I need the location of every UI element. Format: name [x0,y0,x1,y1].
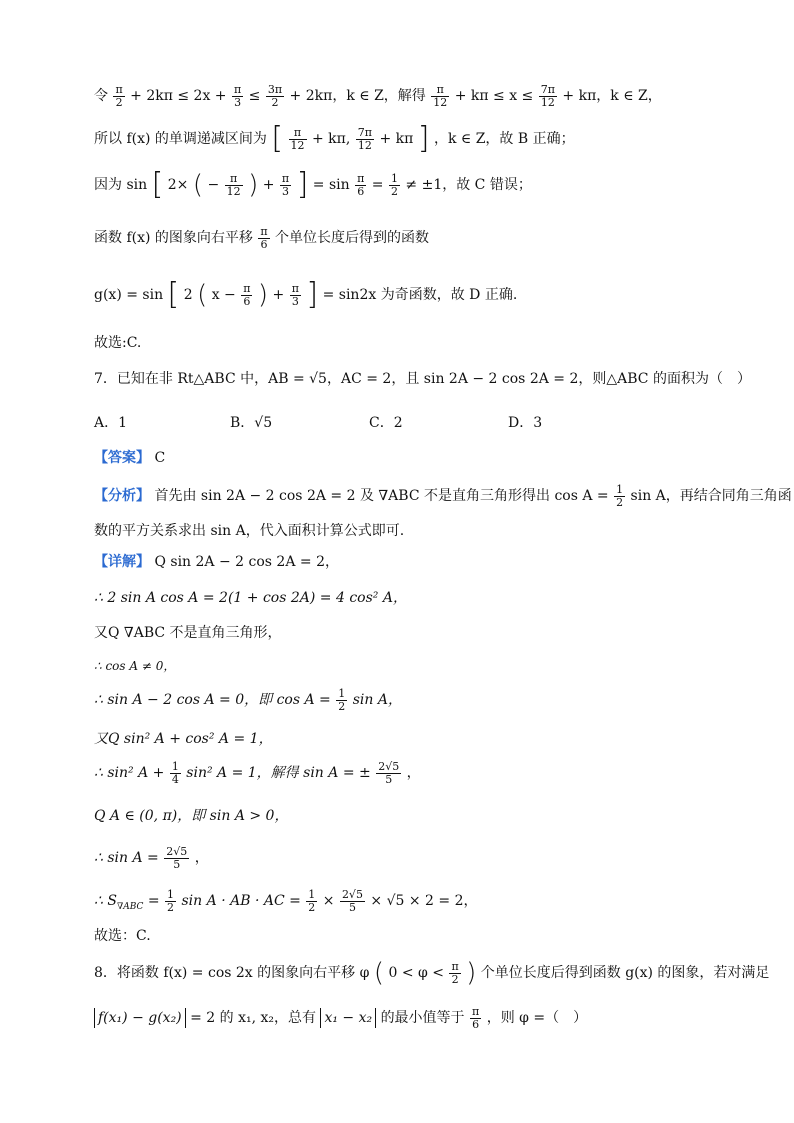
text: ，k ∈ Z，故 B 正确； [433,131,575,147]
detail-line-9: ∴ sin A = $\frac{2√5}{5}$ ， [94,845,209,871]
solution-line-4 [94,226,429,250]
fraction: $\frac{\pi}{3}$ [291,281,299,308]
paren: ( [192,170,204,200]
text: g(x) = sin [94,287,164,303]
paren: ) [466,958,477,988]
text: + kπ, [311,131,351,147]
bracket: [ [271,121,284,156]
text: 因为 sin [94,177,148,193]
detail-line-11: 故选：C. [94,928,151,944]
text: − [207,177,220,193]
solution-line-2 [94,121,575,156]
option-a: A．1 [94,415,128,431]
fraction: $\frac{\pi}{2}$ [115,83,123,109]
text: 首先由 sin 2A − 2 cos 2A = 2 及 ∇ABC 不是直角三角形得出 cos A = [154,488,609,505]
answer-tag: 【答案】 [94,450,150,466]
abs-value: f(x₁) − g(x₂) [94,1008,186,1028]
bracket: [ [167,277,180,312]
text: + 2kπ，k ∈ Z，解得 [289,88,426,105]
text: 故选:C. [94,335,142,351]
text: = sin2x 为奇函数，故 D 正确. [322,287,518,303]
detail-line-3: 又Q ∇ABC 不是直角三角形， [94,625,282,641]
analysis-line-1 [94,484,792,508]
text: 2× [167,177,189,193]
text: 数的平方关系求出 sin A，代入面积计算公式即可. [94,523,405,539]
solution-line-1 [94,84,662,108]
text: Q sin 2A − 2 cos 2A = 2， [154,554,339,570]
conclusion-line [94,335,141,352]
fraction: $\frac{\pi}{12}$ [226,171,241,198]
text: 令 [94,88,108,105]
question-8-line-1: 8．将函数 f(x) = cos 2x 的图象向右平移 φ ( 0 < φ < $\frac{\pi}{2}$ ) 个单位长度后得到函数 g(x) 的图象，若对满足 [94,958,770,988]
text: = [371,177,384,193]
answer-value: C [154,450,166,466]
text: + [262,177,275,193]
fraction: $\frac{1}{2}$ [167,888,175,914]
fraction: $\frac{1}{2}$ [390,171,398,198]
question-8-line-2: f(x₁) − g(x₂) = 2 的 x₁, x₂，总有 x₁ − x₂ 的最小值等于 $\frac{\pi}{6}$ ，则 φ =（ ） [94,1006,587,1030]
fraction: $\frac{\pi}{12}$ [433,83,448,109]
text: + 2kπ ≤ 2x + [130,88,227,105]
text: sin A，再结合同角三角函 [630,488,792,505]
analysis-tag: 【分析】 [94,488,150,505]
detail-line-1 [94,554,339,571]
fraction: $\frac{1}{4}$ [171,760,179,786]
text: ≠ ±1，故 C 错误； [405,177,532,193]
fraction: $\frac{\pi}{6}$ [243,281,251,308]
fraction: $\frac{7\pi}{12}$ [540,83,555,109]
fraction: $\frac{3\pi}{2}$ [267,83,283,109]
option-d: D．3 [508,415,543,431]
option-b: B．√5 [230,415,273,431]
question-7 [94,371,751,388]
text: 个单位长度后得到的函数 [275,230,430,247]
fraction: $\frac{7\pi}{12}$ [357,125,372,152]
fraction: $\frac{1}{2}$ [308,888,316,914]
paren: ( [373,958,385,988]
fraction: $\frac{\pi}{12}$ [290,125,305,152]
paren: ) [257,280,269,310]
bracket: [ [151,167,164,202]
text: 所以 f(x) 的单调递减区间为 [94,131,267,147]
answer-line [94,450,165,467]
fraction: $\frac{\pi}{2}$ [451,959,459,986]
paren: ) [248,170,259,200]
fraction: $\frac{\pi}{3}$ [281,171,290,198]
text: x − [211,287,236,303]
fraction: $\frac{\pi}{6}$ [472,1005,480,1031]
text: + kπ ≤ x ≤ [454,88,534,105]
text: = sin [312,177,350,193]
detail-line-8: Q A ∈ (0, π)，即 sin A > 0， [94,808,289,824]
fraction: $\frac{\pi}{3}$ [233,83,242,109]
question-text: 7．已知在非 Rt△ABC 中，AB = √5，AC = 2，且 sin 2A − 2 cos 2A = 2，则△ABC 的面积为（ ） [94,371,751,387]
fraction: $\frac{1}{2}$ [616,483,624,509]
bracket: ] [306,277,319,312]
text: + kπ [379,131,414,147]
fraction: $\frac{2√5}{5}$ [341,888,363,914]
solution-line-3 [94,167,532,202]
detail-line-10: ∴ $S_{\nabla ABC}$ = $\frac{1}{2}$ sin A · AB · AC = $\frac{1}{2}$ × $\frac{2√5}{5}$ × √5 × 2 = 2， [94,888,478,914]
text: + kπ，k ∈ Z， [562,88,662,105]
fraction: $\frac{\pi}{6}$ [260,225,268,251]
bracket: ] [417,121,430,156]
detail-tag: 【详解】 [94,554,150,570]
option-c: C．2 [369,415,403,431]
analysis-line-2 [94,523,404,540]
paren: ( [197,280,208,310]
fraction: $\frac{1}{2}$ [338,687,346,713]
text: 2 [183,287,193,303]
detail-line-2: ∴ 2 sin A cos A = 2(1 + cos 2A) = 4 cos² A， [94,590,407,606]
bracket: ] [296,167,309,202]
fraction: $\frac{2√5}{5}$ [166,845,188,871]
text: ≤ [248,88,261,105]
text: 函数 f(x) 的图象向右平移 [94,230,253,247]
abs-value: x₁ − x₂ [320,1008,376,1028]
detail-line-7: ∴ sin² A + $\frac{1}{4}$ sin² A = 1，解得 sin A = ± $\frac{2√5}{5}$ ， [94,760,421,786]
solution-line-5 [94,277,518,312]
fraction: $\frac{2√5}{5}$ [378,760,400,786]
detail-line-5: ∴ sin A − 2 cos A = 0，即 cos A = $\frac{1}{2}$ sin A， [94,687,402,713]
text: + [272,287,285,303]
detail-line-4: ∴ cos A ≠ 0， [94,659,176,673]
detail-line-6: 又Q sin² A + cos² A = 1， [94,731,273,747]
fraction: $\frac{\pi}{6}$ [357,171,365,198]
